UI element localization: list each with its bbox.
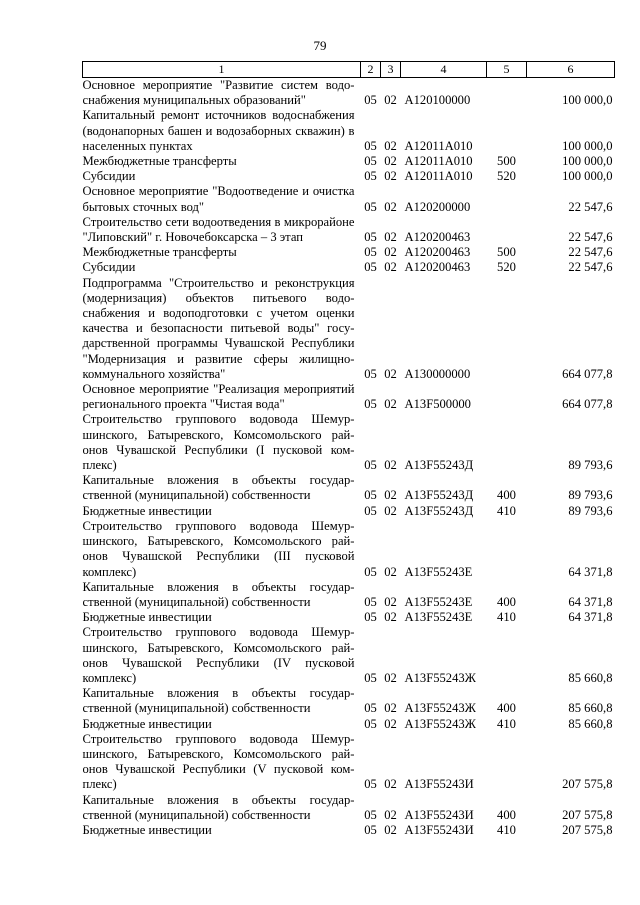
- table-row: [83, 412, 615, 473]
- row-subsection-cell: 02: [384, 458, 397, 473]
- row-expense-type-cell: 410: [497, 503, 516, 518]
- row-amount-cell: 664 077,8: [562, 397, 613, 412]
- table-row: [83, 184, 615, 214]
- row-section-cell: 05: [364, 397, 377, 412]
- row-amount-cell: 100 000,0: [562, 154, 613, 169]
- table-row: [83, 154, 615, 169]
- table-row: [83, 793, 615, 823]
- row-amount-cell: 207 575,8: [562, 777, 613, 792]
- row-name-cell: Строительство сети водоотведения в микрорайоне "Липовский" г. Новочебоксарска – 3 этап: [82, 214, 355, 245]
- table-row: [83, 245, 615, 260]
- table-row: [83, 108, 615, 154]
- row-subsection-cell: 02: [384, 610, 397, 625]
- row-name-cell: Основное мероприятие "Реализация мероприятий регионального проекта "Чистая вода": [82, 382, 355, 412]
- header-cell-4: 4: [401, 62, 487, 78]
- row-section-cell: 05: [364, 93, 377, 108]
- row-amount-cell: 22 547,6: [568, 260, 613, 275]
- row-target-code-cell: А12011А010: [404, 169, 473, 184]
- row-subsection-cell: 02: [384, 564, 397, 579]
- row-target-code-cell: А13F55243Д: [404, 488, 474, 503]
- row-target-code-cell: А120200000: [404, 199, 471, 214]
- row-expense-type-cell: [487, 382, 527, 412]
- row-section-cell: 05: [364, 610, 377, 625]
- row-amount-cell: 100 000,0: [562, 93, 613, 108]
- row-target-code-cell: А13F55243Е: [404, 594, 473, 609]
- row-expense-type-cell: 520: [497, 260, 516, 275]
- row-name-cell: Бюджетные инвестиции: [82, 610, 212, 625]
- row-subsection-cell: 02: [384, 366, 397, 381]
- row-amount-cell: 64 371,8: [568, 610, 613, 625]
- row-amount-cell: 207 575,8: [562, 807, 613, 822]
- row-target-code-cell: А13F55243И: [404, 777, 474, 792]
- row-expense-type-cell: 410: [497, 610, 516, 625]
- row-section-cell: 05: [364, 594, 377, 609]
- row-section-cell: 05: [364, 716, 377, 731]
- row-amount-cell: 89 793,6: [568, 488, 613, 503]
- table-row: [83, 78, 615, 109]
- row-amount-cell: 89 793,6: [568, 503, 613, 518]
- row-target-code-cell: А13F55243И: [404, 822, 474, 837]
- row-name-cell: Капитальный ремонт источников водоснабжения (водонапорных башен и водозаборных скважин) в населенных пунктах: [82, 108, 355, 153]
- row-target-code-cell: А13F500000: [404, 397, 471, 412]
- row-name-cell: Строительство группового водовода Шемуршинского, Батыревского, Комсомольского районов Чувашской Республики (I пусковой комплекс): [82, 412, 355, 473]
- row-name-cell: Субсидии: [82, 260, 136, 275]
- row-target-code-cell: А13F55243Е: [404, 564, 473, 579]
- row-section-cell: 05: [364, 807, 377, 822]
- row-amount-cell: 664 077,8: [562, 366, 613, 381]
- row-subsection-cell: 02: [384, 169, 397, 184]
- row-target-code-cell: А13F55243И: [404, 807, 474, 822]
- table-row: [83, 717, 615, 732]
- row-name-cell: Основное мероприятие "Водоотведение и очистка бытовых сточных вод": [82, 184, 355, 214]
- row-expense-type-cell: [487, 732, 527, 793]
- row-name-cell: Строительство группового водовода Шемуршинского, Батыревского, Комсомольского районов Чувашской Республики (III пусковой комплекс): [82, 518, 355, 579]
- row-target-code-cell: А120200463: [404, 245, 471, 260]
- row-section-cell: 05: [364, 169, 377, 184]
- row-expense-type-cell: 400: [497, 594, 516, 609]
- row-name-cell: Капитальные вложения в объекты государственной (муниципальной) собственности: [82, 579, 355, 609]
- row-expense-type-cell: 410: [497, 822, 516, 837]
- row-name-cell: Строительство группового водовода Шемуршинского, Батыревского, Комсомольского районов Чувашской Республики (V пусковой комплекс): [82, 731, 355, 792]
- row-target-code-cell: А130000000: [404, 366, 471, 381]
- row-expense-type-cell: [487, 78, 527, 109]
- row-amount-cell: 22 547,6: [568, 245, 613, 260]
- row-expense-type-cell: [487, 276, 527, 382]
- row-target-code-cell: А12011А010: [404, 138, 473, 153]
- row-name-cell: Строительство группового водовода Шемуршинского, Батыревского, Комсомольского районов Чувашской Республики (IV пусковой комплекс): [82, 625, 355, 685]
- row-subsection-cell: 02: [384, 260, 397, 275]
- row-subsection-cell: 02: [384, 397, 397, 412]
- table-row: [83, 215, 615, 245]
- row-target-code-cell: А13F55243Ж: [404, 670, 476, 685]
- row-section-cell: 05: [364, 366, 377, 381]
- row-amount-cell: 207 575,8: [562, 822, 613, 837]
- row-target-code-cell: А13F55243Ж: [404, 701, 476, 716]
- table-row: [83, 169, 615, 184]
- row-section-cell: 05: [364, 564, 377, 579]
- row-name-cell: Подпрограмма "Строительство и реконструкция (модернизация) объектов питьевого водоснабжения и водоподготовки с учетом оценки качества и безопасности питьевой воды" государственной программы Чувашской Республики "Модернизация и развитие сферы жилищно-коммунального хозяйства": [82, 275, 355, 381]
- header-cell-2: 2: [361, 62, 381, 78]
- row-subsection-cell: 02: [384, 807, 397, 822]
- row-expense-type-cell: 400: [497, 488, 516, 503]
- row-name-cell: Субсидии: [82, 169, 136, 184]
- row-target-code-cell: А120200463: [404, 260, 471, 275]
- row-name-cell: Капитальные вложения в объекты государственной (муниципальной) собственности: [82, 792, 355, 822]
- row-name-cell: Капитальные вложения в объекты государственной (муниципальной) собственности: [82, 473, 355, 503]
- row-expense-type-cell: [487, 625, 527, 686]
- row-target-code-cell: А12011А010: [404, 154, 473, 169]
- row-expense-type-cell: [487, 215, 527, 245]
- row-amount-cell: 22 547,6: [568, 199, 613, 214]
- row-subsection-cell: 02: [384, 594, 397, 609]
- row-amount-cell: 22 547,6: [568, 230, 613, 245]
- table-row: [83, 610, 615, 625]
- row-subsection-cell: 02: [384, 716, 397, 731]
- row-subsection-cell: 02: [384, 245, 397, 260]
- row-section-cell: 05: [364, 670, 377, 685]
- row-amount-cell: 89 793,6: [568, 458, 613, 473]
- row-section-cell: 05: [364, 458, 377, 473]
- row-amount-cell: 85 660,8: [568, 716, 613, 731]
- table-row: [83, 823, 615, 838]
- row-expense-type-cell: 410: [497, 716, 516, 731]
- row-expense-type-cell: [487, 108, 527, 154]
- row-target-code-cell: А13F55243Д: [404, 503, 474, 518]
- row-section-cell: 05: [364, 503, 377, 518]
- row-subsection-cell: 02: [384, 777, 397, 792]
- row-subsection-cell: 02: [384, 199, 397, 214]
- row-subsection-cell: 02: [384, 670, 397, 685]
- row-subsection-cell: 02: [384, 822, 397, 837]
- budget-table: [82, 61, 615, 838]
- header-cell-3: 3: [381, 62, 401, 78]
- row-amount-cell: 85 660,8: [568, 670, 613, 685]
- row-expense-type-cell: 500: [497, 245, 516, 260]
- table-row: [83, 625, 615, 686]
- row-expense-type-cell: 520: [497, 169, 516, 184]
- row-target-code-cell: А13F55243Д: [404, 458, 474, 473]
- row-section-cell: 05: [364, 822, 377, 837]
- table-row: [83, 732, 615, 793]
- table-row: [83, 686, 615, 716]
- row-target-code-cell: А120200463: [404, 230, 471, 245]
- row-name-cell: Межбюджетные трансферты: [82, 245, 237, 260]
- row-amount-cell: 85 660,8: [568, 701, 613, 716]
- row-subsection-cell: 02: [384, 138, 397, 153]
- header-cell-5: 5: [487, 62, 527, 78]
- table-row: [83, 260, 615, 275]
- table-row: [83, 276, 615, 382]
- row-subsection-cell: 02: [384, 93, 397, 108]
- table-body: [83, 62, 615, 839]
- row-subsection-cell: 02: [384, 230, 397, 245]
- row-section-cell: 05: [364, 777, 377, 792]
- row-expense-type-cell: [487, 184, 527, 214]
- row-name-cell: Капитальные вложения в объекты государственной (муниципальной) собственности: [82, 686, 355, 716]
- row-subsection-cell: 02: [384, 503, 397, 518]
- row-name-cell: Основное мероприятие "Развитие систем водоснабжения муниципальных образований": [82, 78, 355, 108]
- page-number: 79: [313, 38, 327, 53]
- row-amount-cell: 100 000,0: [562, 169, 613, 184]
- row-section-cell: 05: [364, 154, 377, 169]
- row-section-cell: 05: [364, 488, 377, 503]
- row-target-code-cell: А120100000: [404, 93, 471, 108]
- row-amount-cell: 64 371,8: [568, 564, 613, 579]
- table-row: [83, 473, 615, 503]
- table-row: [83, 519, 615, 580]
- row-section-cell: 05: [364, 138, 377, 153]
- table-row: [83, 580, 615, 610]
- row-section-cell: 05: [364, 260, 377, 275]
- row-expense-type-cell: 500: [497, 154, 516, 169]
- row-target-code-cell: А13F55243Ж: [404, 716, 476, 731]
- row-name-cell: Бюджетные инвестиции: [82, 716, 212, 731]
- table-row: [83, 504, 615, 519]
- row-section-cell: 05: [364, 701, 377, 716]
- table-header-row: [83, 62, 615, 78]
- row-name-cell: Бюджетные инвестиции: [82, 503, 212, 518]
- header-cell-1: 1: [83, 62, 361, 78]
- row-subsection-cell: 02: [384, 701, 397, 716]
- row-amount-cell: 100 000,0: [562, 138, 613, 153]
- row-name-cell: Межбюджетные трансферты: [82, 154, 237, 169]
- row-expense-type-cell: 400: [497, 701, 516, 716]
- row-section-cell: 05: [364, 245, 377, 260]
- row-subsection-cell: 02: [384, 488, 397, 503]
- row-section-cell: 05: [364, 199, 377, 214]
- row-subsection-cell: 02: [384, 154, 397, 169]
- row-name-cell: Бюджетные инвестиции: [82, 822, 212, 837]
- row-expense-type-cell: [487, 412, 527, 473]
- row-target-code-cell: А13F55243Е: [404, 610, 473, 625]
- row-section-cell: 05: [364, 230, 377, 245]
- header-cell-6: 6: [527, 62, 615, 78]
- row-expense-type-cell: 400: [497, 807, 516, 822]
- table-row: [83, 382, 615, 412]
- row-amount-cell: 64 371,8: [568, 594, 613, 609]
- row-expense-type-cell: [487, 519, 527, 580]
